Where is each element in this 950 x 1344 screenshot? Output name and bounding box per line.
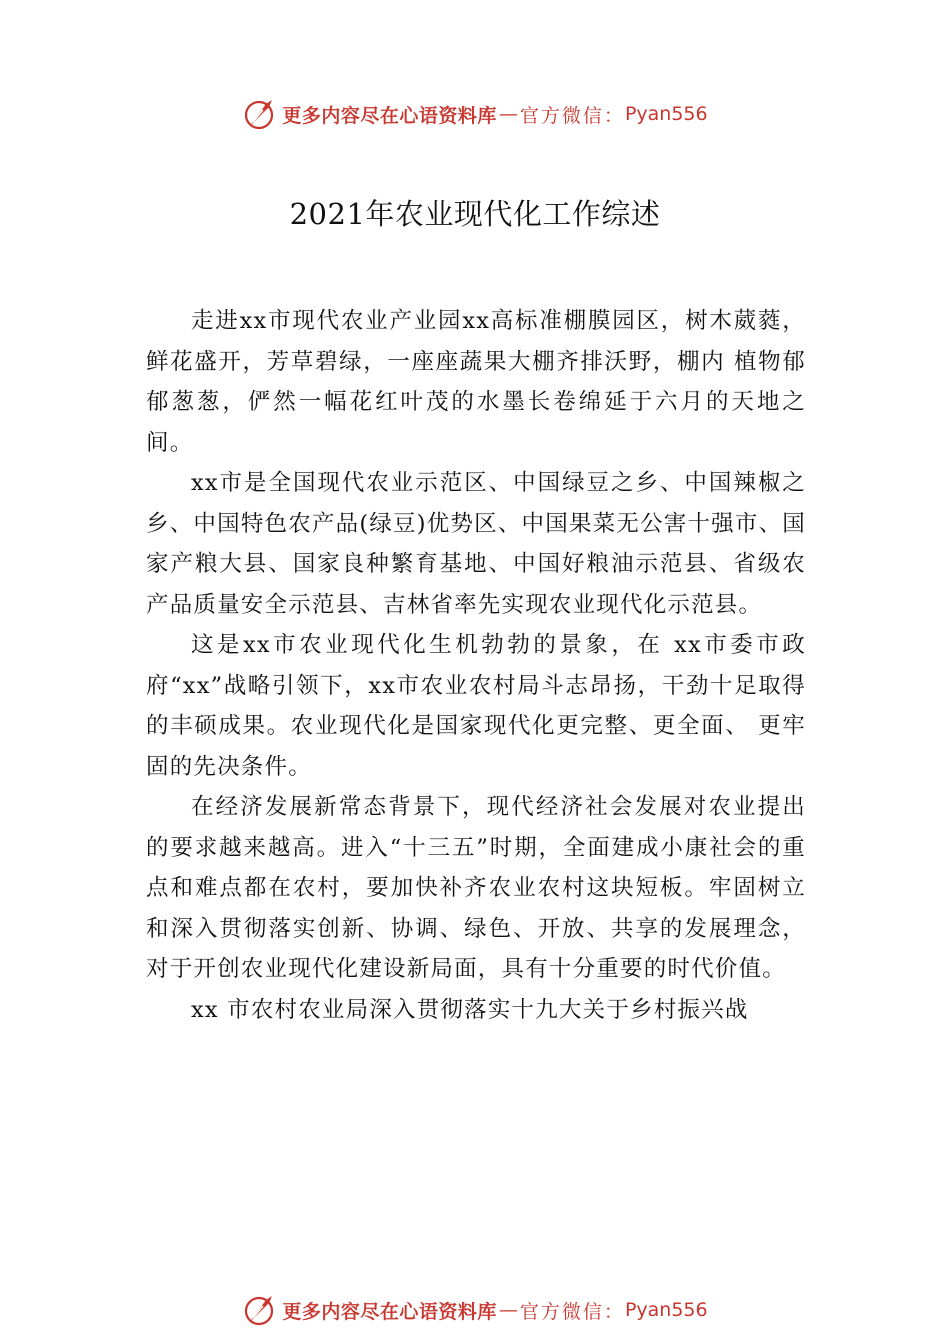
banner-wechat-label: 官方微信：	[519, 1300, 625, 1323]
paragraph: xx市是全国现代农业示范区、中国绿豆之乡、中国辣椒之乡、中国特色农产品(绿豆)优势区、中国果菜无公害十强市、国家产粮大县、国家良种繁育基地、中国好粮油示范县、省级农产品质量安全示范县、吉林省率先实现农业现代化示范县。	[146, 470, 806, 618]
paragraph: 在经济发展新常态背景下，现代经济社会发展对农业提出的要求越来越高。进入“十三五”时期，全面建成小康社会的重点和难点都在农村，要加快补齐农业农村这块短板。牢固树立和深入贯彻落实创新、协调、绿色、开放、共享的发展理念，对于开创农业现代化建设新局面，具有十分重要的时代价值。	[146, 794, 806, 982]
banner-slogan: 更多内容尽在心语资料库	[282, 1300, 497, 1323]
header-watermark-banner	[0, 94, 950, 134]
document-title: 2021年农业现代化工作综述	[289, 197, 661, 231]
paragraph: 走进xx市现代农业产业园xx高标准棚膜园区，树木葳蕤，鲜花盛开，芳草碧绿，一座座蔬果大棚齐排沃野，棚内 植物郁郁葱葱，俨然一幅花红叶茂的水墨长卷绵延于六月的天地之间。	[146, 308, 806, 456]
paragraph: 这是xx市农业现代化生机勃勃的景象，在 xx市委市政府“xx”战略引领下，xx市农业农村局斗志昂扬，干劲十足取得的丰硕成果。农业现代化是国家现代化更完整、更全面、 更牢固的先决条件。	[146, 632, 806, 780]
document-body	[146, 301, 806, 1030]
quill-pen-logo-icon	[242, 1292, 278, 1328]
banner-separator: —	[498, 1299, 518, 1321]
paragraph: xx 市农村农业局深入贯彻落实十九大关于乡村振兴战	[191, 996, 749, 1023]
quill-pen-logo-icon	[242, 96, 278, 132]
footer-watermark-banner	[0, 1290, 950, 1330]
banner-wechat-label: 官方微信：	[519, 104, 625, 127]
banner-wechat-id: Pyan556	[624, 103, 708, 125]
banner-separator: —	[498, 103, 518, 125]
banner-wechat-id: Pyan556	[624, 1299, 708, 1321]
banner-slogan: 更多内容尽在心语资料库	[282, 104, 497, 127]
